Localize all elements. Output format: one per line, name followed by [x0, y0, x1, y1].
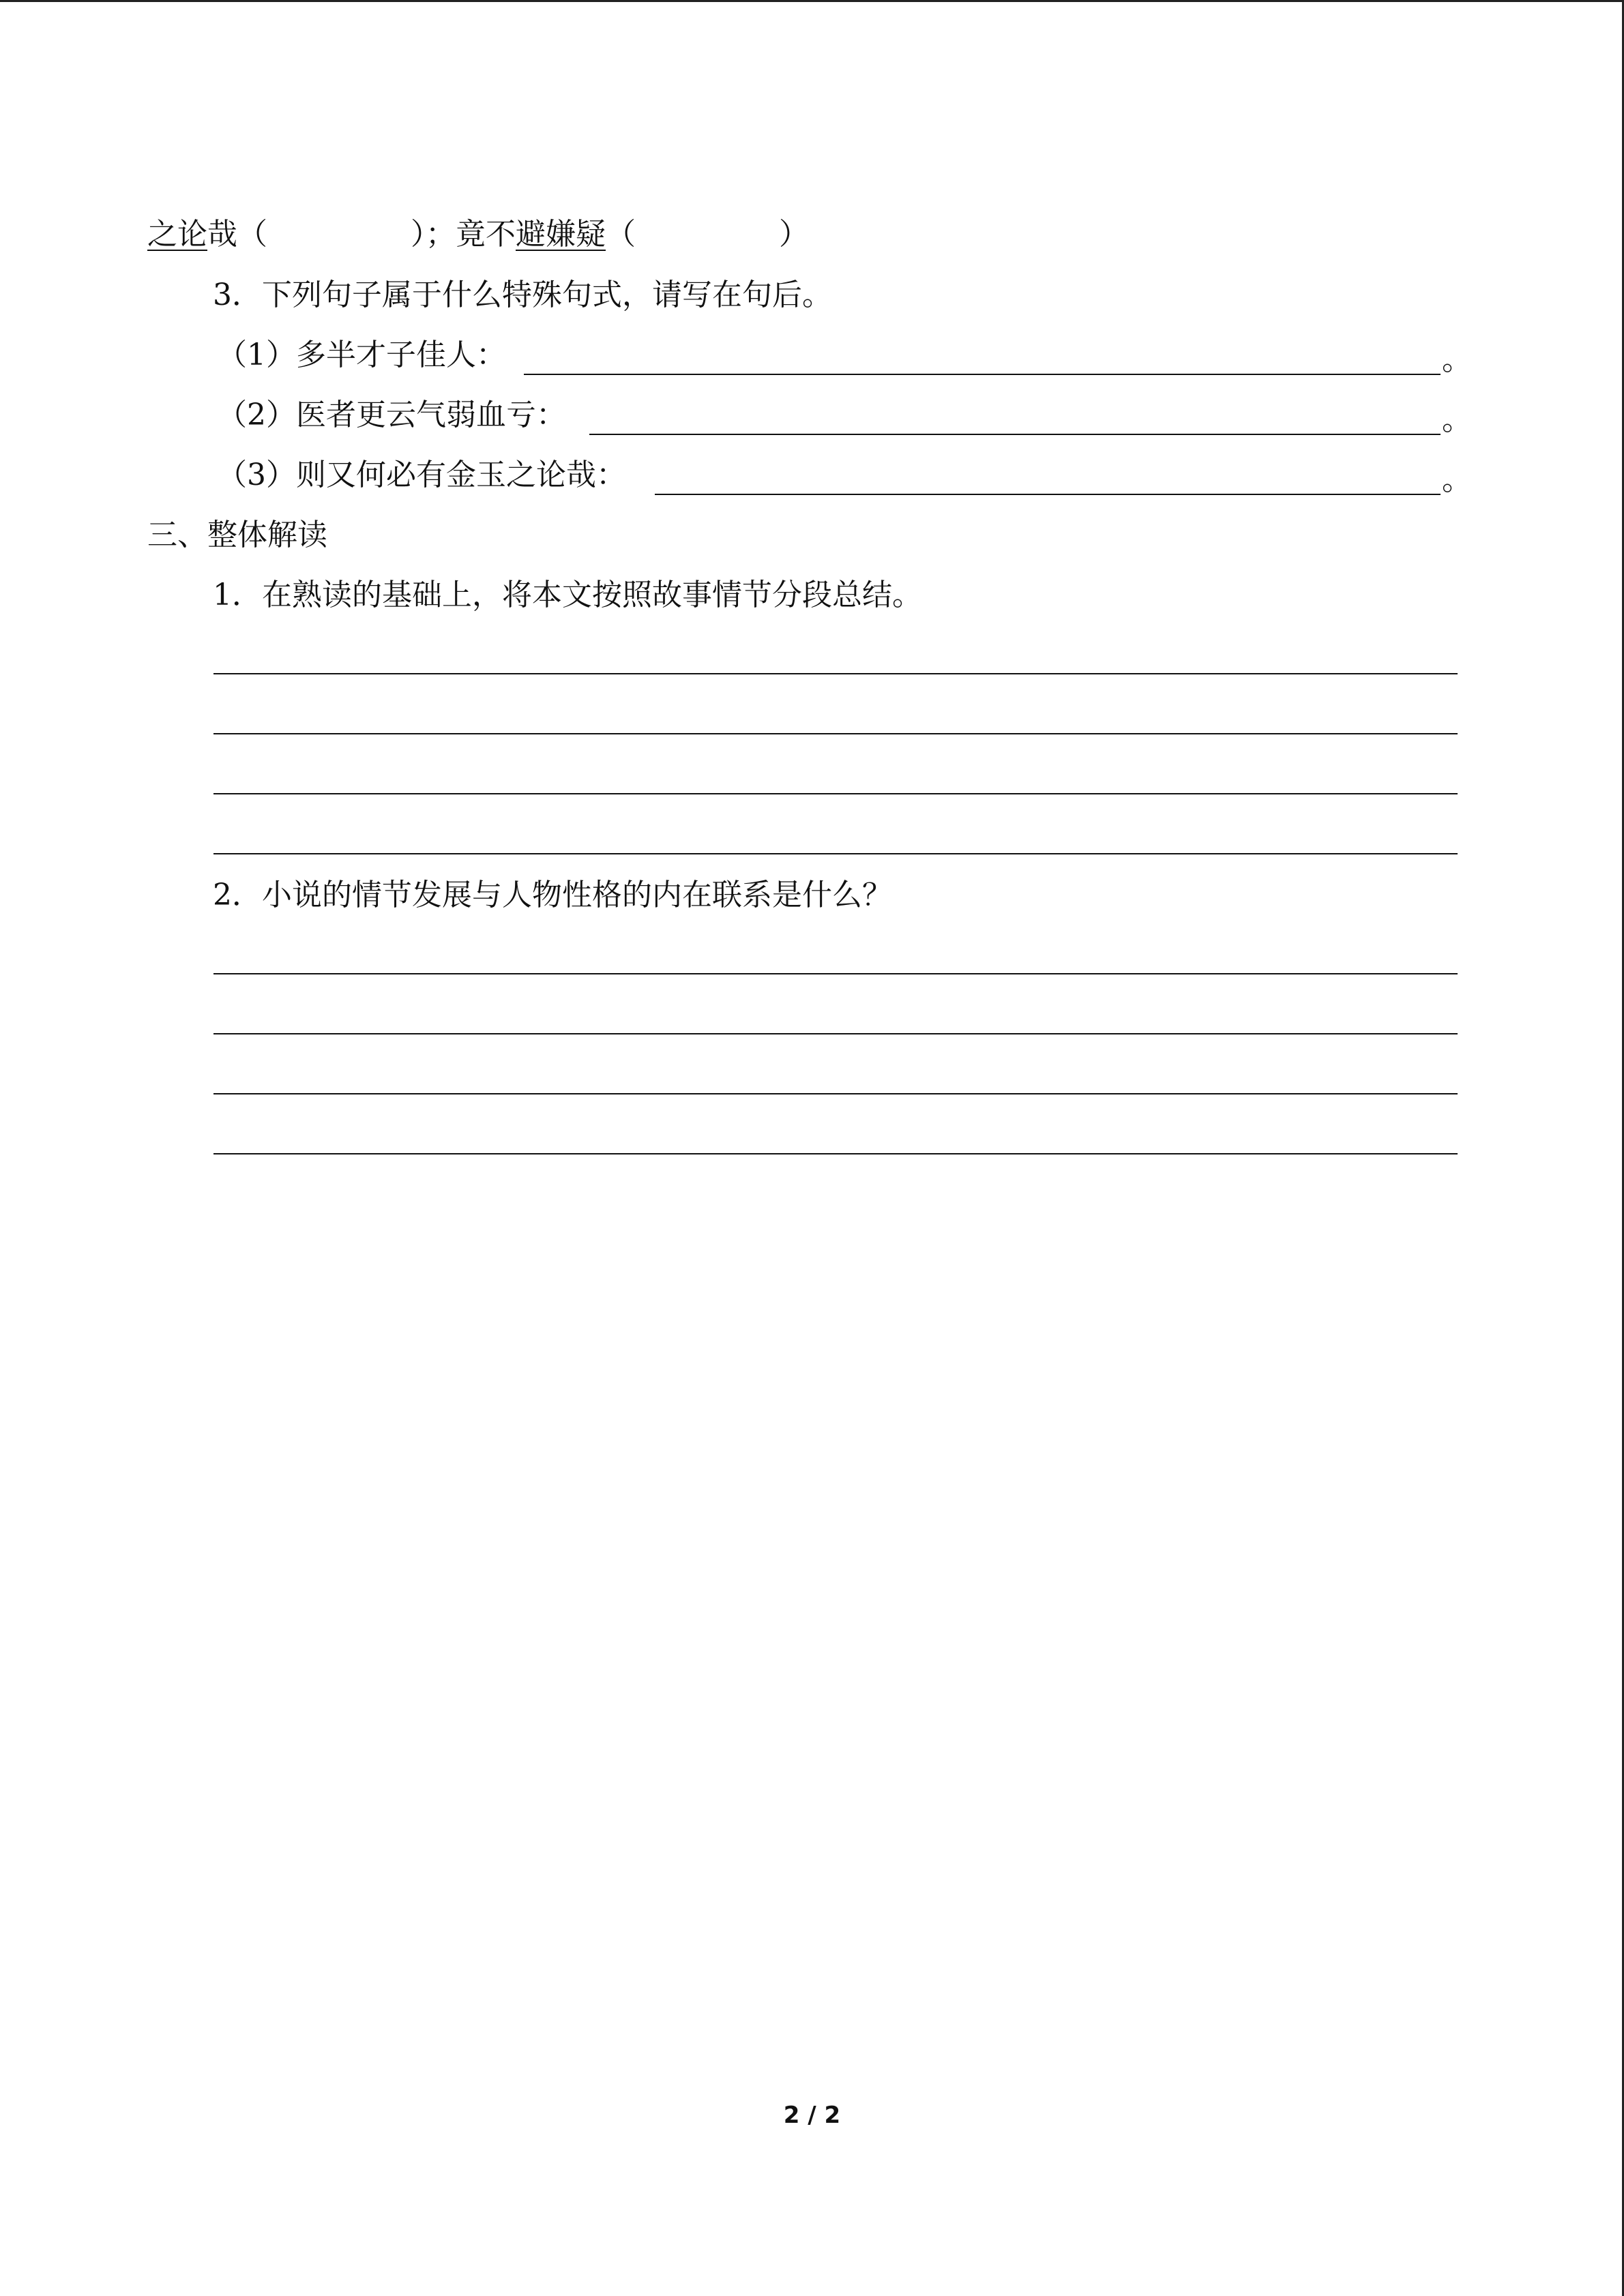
answer-line[interactable]: [213, 733, 1458, 734]
q3-item-1-blank[interactable]: [524, 374, 1441, 375]
page-border-top: [0, 0, 1624, 2]
term-prefix-2: 竟不: [456, 217, 516, 252]
q3-item-1-label: （1）多半才子佳人：: [217, 338, 506, 372]
answer-line[interactable]: [213, 973, 1458, 974]
close-paren-1: ）；: [411, 217, 456, 252]
answer-line[interactable]: [213, 793, 1458, 794]
close-paren-2: ）: [779, 217, 809, 252]
section-3-question-2: 2．小说的情节发展与人物性格的内在联系是什么？: [213, 878, 892, 912]
section-3-question-1: 1．在熟读的基础上，将本文按照故事情节分段总结。: [213, 578, 922, 612]
q3-prompt: 3．下列句子属于什么特殊句式，请写在句后。: [213, 278, 832, 312]
section-3-heading: 三、整体解读: [147, 518, 327, 552]
q3-item-3-label: （3）则又何必有金玉之论哉：: [217, 458, 626, 492]
answer-line[interactable]: [213, 1093, 1458, 1094]
q2-continuation-line: [147, 214, 809, 255]
q3-item-3-end: 。: [1442, 462, 1472, 497]
q3-item-1-end: 。: [1442, 342, 1472, 377]
term-suffix-1: 哉: [207, 217, 237, 252]
answer-line[interactable]: [213, 1153, 1458, 1154]
answer-line[interactable]: [213, 853, 1458, 854]
answer-line[interactable]: [213, 1033, 1458, 1034]
page-number: 2 / 2: [783, 2102, 841, 2129]
q3-item-2-blank[interactable]: [589, 434, 1441, 435]
open-paren-2: （: [606, 217, 636, 252]
answer-line[interactable]: [213, 673, 1458, 674]
term-underlined-1: 之论: [147, 217, 207, 252]
term-underlined-2: 避嫌疑: [516, 217, 606, 252]
q3-item-3-blank[interactable]: [655, 494, 1441, 495]
open-paren-1: （: [237, 217, 267, 252]
q3-item-2-label: （2）医者更云气弱血亏：: [217, 398, 566, 432]
q3-item-2-end: 。: [1442, 402, 1472, 437]
